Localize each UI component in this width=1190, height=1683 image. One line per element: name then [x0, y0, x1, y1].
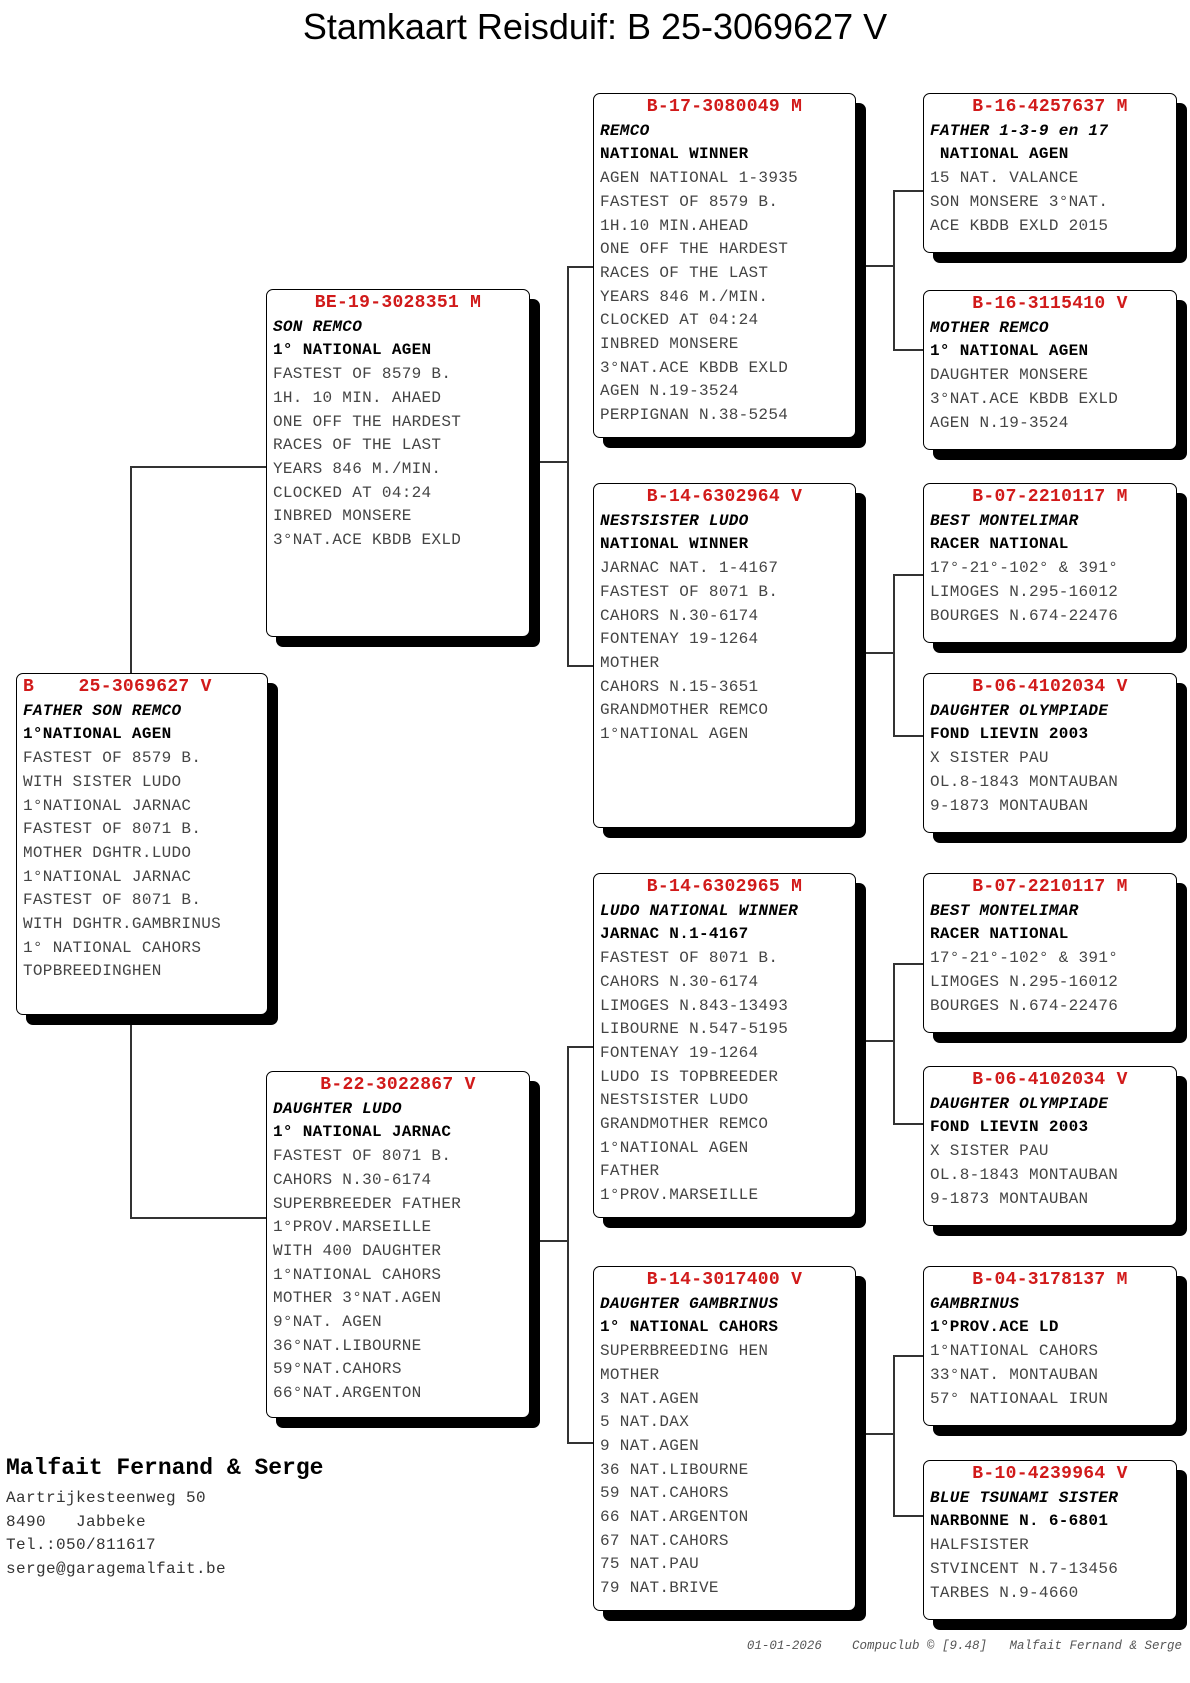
card-line: GRANDMOTHER REMCO	[600, 701, 769, 720]
card-line: 1°NATIONAL AGEN	[23, 725, 172, 744]
card-line: FASTEST OF 8579 B.	[23, 749, 202, 768]
card-line: AGEN N.19-3524	[600, 382, 739, 401]
connector-line	[893, 1123, 923, 1125]
pigeon-card-ggp-6[interactable]	[923, 1066, 1177, 1226]
card-line: 1°NATIONAL CAHORS	[930, 1342, 1099, 1361]
card-line: 33°NAT. MONTAUBAN	[930, 1365, 1099, 1384]
card-line: 1°NATIONAL JARNAC	[23, 867, 192, 886]
pigeon-card-ggp-8[interactable]	[923, 1460, 1177, 1620]
card-line: FONTENAY 19-1264	[600, 630, 759, 649]
connector-line	[893, 735, 923, 737]
card-line: 3°NAT.ACE KBDB EXLD	[930, 389, 1119, 408]
connector-line	[893, 1515, 923, 1517]
connector-line	[567, 1046, 593, 1048]
card-line: 1H.10 MIN.AHEAD	[600, 216, 749, 235]
card-line: RACER NATIONAL	[930, 925, 1069, 944]
card-line: 79 NAT.BRIVE	[600, 1579, 719, 1598]
card-line: 5 NAT.DAX	[600, 1413, 690, 1432]
card-line: NARBONNE N. 6-6801	[930, 1512, 1109, 1531]
card-line: DAUGHTER OLYMPIADE	[930, 1094, 1109, 1113]
card-line: PERPIGNAN N.38-5254	[600, 406, 789, 425]
card-line: 1° NATIONAL CAHORS	[600, 1318, 779, 1337]
card-line: X SISTER PAU	[930, 1142, 1049, 1161]
card-line: 1° NATIONAL JARNAC	[273, 1123, 452, 1142]
card-line: MOTHER	[600, 1365, 660, 1384]
card-line: 9 NAT.AGEN	[600, 1436, 700, 1455]
card-line: INBRED MONSERE	[600, 335, 739, 354]
card-line: SON MONSERE 3°NAT.	[930, 192, 1109, 211]
connector-line	[130, 466, 132, 673]
card-line: 1°PROV.MARSEILLE	[600, 1186, 759, 1205]
connector-line	[856, 652, 894, 654]
owner-email: serge@garagemalfait.be	[6, 1559, 227, 1578]
card-line: 1°NATIONAL AGEN	[600, 725, 749, 744]
card-line: FASTEST OF 8579 B.	[273, 365, 452, 384]
card-line: FOND LIEVIN 2003	[930, 725, 1089, 744]
card-line: DAUGHTER OLYMPIADE	[930, 701, 1109, 720]
card-line: BEST MONTELIMAR	[930, 511, 1079, 530]
connector-line	[567, 266, 569, 666]
pigeon-card-mother[interactable]	[266, 1071, 530, 1418]
ring-number: BE-19-3028351 M	[314, 293, 482, 313]
card-line: SUPERBREEDER FATHER	[273, 1194, 462, 1213]
connector-line	[893, 963, 895, 1124]
connector-line	[893, 574, 923, 576]
card-line: FASTEST OF 8071 B.	[600, 949, 779, 968]
card-line: LIMOGES N.843-13493	[600, 996, 789, 1015]
card-line: YEARS 846 M./MIN.	[600, 287, 769, 306]
card-line: 1° NATIONAL AGEN	[930, 342, 1089, 361]
connector-line	[130, 466, 266, 468]
connector-line	[856, 265, 894, 267]
card-line: BEST MONTELIMAR	[930, 901, 1079, 920]
card-line: WITH SISTER LUDO	[23, 772, 182, 791]
card-line: NESTSISTER LUDO	[600, 1091, 749, 1110]
pigeon-card-father[interactable]	[266, 289, 530, 637]
card-line: RACER NATIONAL	[930, 535, 1069, 554]
connector-line	[567, 665, 593, 667]
card-line: FASTEST OF 8071 B.	[600, 582, 779, 601]
card-line: YEARS 846 M./MIN.	[273, 459, 442, 478]
card-line: 1° NATIONAL CAHORS	[23, 938, 202, 957]
card-line: RACES OF THE LAST	[273, 436, 442, 455]
owner-name: Malfait Fernand & Serge	[6, 1455, 324, 1481]
pigeon-card-ggp-1[interactable]	[923, 93, 1177, 253]
card-line: 1H. 10 MIN. AHAED	[273, 388, 442, 407]
connector-line	[856, 1433, 894, 1435]
pigeon-card-grandmother-paternal[interactable]	[593, 483, 856, 828]
card-line: LIBOURNE N.547-5195	[600, 1020, 789, 1039]
card-line: HALFSISTER	[930, 1536, 1030, 1555]
card-line: LIMOGES N.295-16012	[930, 972, 1119, 991]
owner-phone: Tel.:050/811617	[6, 1536, 157, 1554]
ring-number: B-14-6302965 M	[646, 877, 803, 897]
card-line: 9-1873 MONTAUBAN	[930, 796, 1089, 815]
pigeon-card-grandfather-paternal[interactable]	[593, 93, 856, 438]
card-line: NESTSISTER LUDO	[600, 511, 749, 530]
card-line: WITH DGHTR.GAMBRINUS	[23, 915, 222, 934]
card-line: FATHER	[600, 1162, 660, 1181]
card-line: 57° NATIONAAL IRUN	[930, 1389, 1109, 1408]
card-line: 66°NAT.ARGENTON	[273, 1384, 422, 1403]
pigeon-card-subject[interactable]	[16, 673, 268, 1015]
card-line: 3 NAT.AGEN	[600, 1389, 700, 1408]
ring-number: B-22-3022867 V	[320, 1075, 476, 1095]
card-line: INBRED MONSERE	[273, 507, 412, 526]
card-line: DAUGHTER LUDO	[273, 1099, 402, 1118]
card-line: FASTEST OF 8071 B.	[23, 820, 202, 839]
card-line: BLUE TSUNAMI SISTER	[930, 1488, 1119, 1507]
card-line: 66 NAT.ARGENTON	[600, 1508, 749, 1527]
card-line: BOURGES N.674-22476	[930, 606, 1119, 625]
connector-line	[130, 1217, 266, 1219]
card-line: STVINCENT N.7-13456	[930, 1559, 1119, 1578]
connector-line	[893, 1355, 895, 1516]
card-line: CLOCKED AT 04:24	[600, 311, 759, 330]
card-line: CAHORS N.30-6174	[273, 1170, 432, 1189]
card-line: WITH 400 DAUGHTER	[273, 1241, 442, 1260]
card-line: FASTEST OF 8071 B.	[273, 1147, 452, 1166]
card-line: 1°PROV.ACE LD	[930, 1318, 1059, 1337]
card-line: CAHORS N.30-6174	[600, 972, 759, 991]
card-line: FOND LIEVIN 2003	[930, 1118, 1089, 1137]
card-line: CAHORS N.15-3651	[600, 677, 759, 696]
connector-line	[893, 574, 895, 736]
card-line: 36 NAT.LIBOURNE	[600, 1460, 749, 1479]
card-line: DAUGHTER MONSERE	[930, 366, 1089, 385]
ring-number: B-04-3178137 M	[972, 1270, 1128, 1290]
connector-line	[567, 1046, 569, 1443]
connector-line	[130, 1015, 132, 1218]
card-line: LUDO NATIONAL WINNER	[600, 901, 799, 920]
card-line: GAMBRINUS	[930, 1294, 1020, 1313]
card-line: ONE OFF THE HARDEST	[273, 412, 462, 431]
card-line: 1°PROV.MARSEILLE	[273, 1218, 432, 1237]
pigeon-card-grandmother-maternal[interactable]	[593, 1266, 856, 1611]
connector-line	[530, 461, 568, 463]
card-line: JARNAC N.1-4167	[600, 925, 749, 944]
connector-line	[856, 1040, 894, 1042]
pigeon-card-ggp-7[interactable]	[923, 1266, 1177, 1426]
connector-line	[567, 1442, 593, 1444]
ring-number: B-06-4102034 V	[972, 677, 1128, 697]
connector-line	[893, 349, 923, 351]
connector-line	[893, 1355, 923, 1357]
connector-line	[893, 190, 923, 192]
ring-number: B-14-3017400 V	[646, 1270, 803, 1290]
card-line: TOPBREEDINGHEN	[23, 962, 162, 981]
card-line: OL.8-1843 MONTAUBAN	[930, 1165, 1119, 1184]
pigeon-card-ggp-5[interactable]	[923, 873, 1177, 1033]
card-line: 59°NAT.CAHORS	[273, 1360, 402, 1379]
card-line: SUPERBREEDING HEN	[600, 1342, 769, 1361]
card-line: ACE KBDB EXLD 2015	[930, 216, 1109, 235]
ring-number: B 25-3069627 V	[23, 677, 212, 697]
card-line: MOTHER 3°NAT.AGEN	[273, 1289, 442, 1308]
card-line: MOTHER REMCO	[930, 318, 1049, 337]
card-line: 15 NAT. VALANCE	[930, 169, 1079, 188]
card-line: FATHER SON REMCO	[23, 701, 182, 720]
owner-city: 8490 Jabbeke	[6, 1512, 147, 1531]
connector-line	[567, 266, 593, 268]
card-line: LIMOGES N.295-16012	[930, 582, 1119, 601]
ring-number: B-06-4102034 V	[972, 1070, 1128, 1090]
page-title: Stamkaart Reisduif: B 25-3069627 V	[302, 6, 888, 47]
card-line: 1°NATIONAL CAHORS	[273, 1265, 442, 1284]
owner-address: Aartrijkesteenweg 50	[6, 1489, 207, 1507]
card-line: 1° NATIONAL AGEN	[273, 341, 432, 360]
card-line: 36°NAT.LIBOURNE	[273, 1336, 422, 1355]
owner-info	[6, 1455, 323, 1581]
card-line: REMCO	[600, 121, 650, 140]
card-line: OL.8-1843 MONTAUBAN	[930, 772, 1119, 791]
card-line: SON REMCO	[273, 317, 363, 336]
card-line: GRANDMOTHER REMCO	[600, 1115, 769, 1134]
card-line: AGEN NATIONAL 1-3935	[600, 169, 799, 188]
ring-number: B-17-3080049 M	[646, 97, 803, 117]
pigeon-card-grandfather-maternal[interactable]	[593, 873, 856, 1218]
card-line: 1°NATIONAL JARNAC	[23, 796, 192, 815]
card-line: AGEN N.19-3524	[930, 413, 1069, 432]
ring-number: B-16-4257637 M	[972, 97, 1128, 117]
ring-number: B-10-4239964 V	[972, 1464, 1128, 1484]
card-line: FONTENAY 19-1264	[600, 1043, 759, 1062]
card-line: FASTEST OF 8579 B.	[600, 192, 779, 211]
card-line: NATIONAL AGEN	[930, 145, 1069, 164]
card-line: NATIONAL WINNER	[600, 535, 749, 554]
card-line: 17°-21°-102° & 391°	[930, 559, 1119, 578]
card-line: FASTEST OF 8071 B.	[23, 891, 202, 910]
card-line: MOTHER	[600, 653, 660, 672]
card-line: LUDO IS TOPBREEDER	[600, 1067, 779, 1086]
card-line: 1°NATIONAL AGEN	[600, 1138, 749, 1157]
connector-line	[893, 963, 923, 965]
card-line: 3°NAT.ACE KBDB EXLD	[273, 531, 462, 550]
ring-number: B-14-6302964 V	[646, 487, 803, 507]
card-line: X SISTER PAU	[930, 749, 1049, 768]
ring-number: B-07-2210117 M	[972, 877, 1128, 897]
card-line: NATIONAL WINNER	[600, 145, 749, 164]
card-line: 17°-21°-102° & 391°	[930, 949, 1119, 968]
connector-line	[530, 1240, 568, 1242]
card-line: 3°NAT.ACE KBDB EXLD	[600, 358, 789, 377]
card-line: 9°NAT. AGEN	[273, 1313, 382, 1332]
ring-number: B-07-2210117 M	[972, 487, 1128, 507]
connector-line	[893, 190, 895, 350]
card-line: BOURGES N.674-22476	[930, 996, 1119, 1015]
card-line: ONE OFF THE HARDEST	[600, 240, 789, 259]
card-line: 9-1873 MONTAUBAN	[930, 1189, 1089, 1208]
card-line: JARNAC NAT. 1-4167	[600, 559, 779, 578]
card-line: 75 NAT.PAU	[600, 1555, 700, 1574]
card-line: RACES OF THE LAST	[600, 263, 769, 282]
footer-credits: 01-01-2026 Compuclub © [9.48] Malfait Fernand & Serge	[746, 1639, 1182, 1653]
card-line: 59 NAT.CAHORS	[600, 1484, 729, 1503]
card-line: MOTHER DGHTR.LUDO	[23, 843, 192, 862]
card-line: 67 NAT.CAHORS	[600, 1531, 729, 1550]
card-line: CAHORS N.30-6174	[600, 606, 759, 625]
card-line: TARBES N.9-4660	[930, 1583, 1079, 1602]
card-line: DAUGHTER GAMBRINUS	[600, 1294, 779, 1313]
card-line: FATHER 1-3-9 en 17	[930, 121, 1109, 140]
pigeon-card-ggp-2[interactable]	[923, 290, 1177, 450]
card-line: CLOCKED AT 04:24	[273, 483, 432, 502]
pigeon-card-ggp-4[interactable]	[923, 673, 1177, 833]
ring-number: B-16-3115410 V	[972, 294, 1128, 314]
pigeon-card-ggp-3[interactable]	[923, 483, 1177, 643]
